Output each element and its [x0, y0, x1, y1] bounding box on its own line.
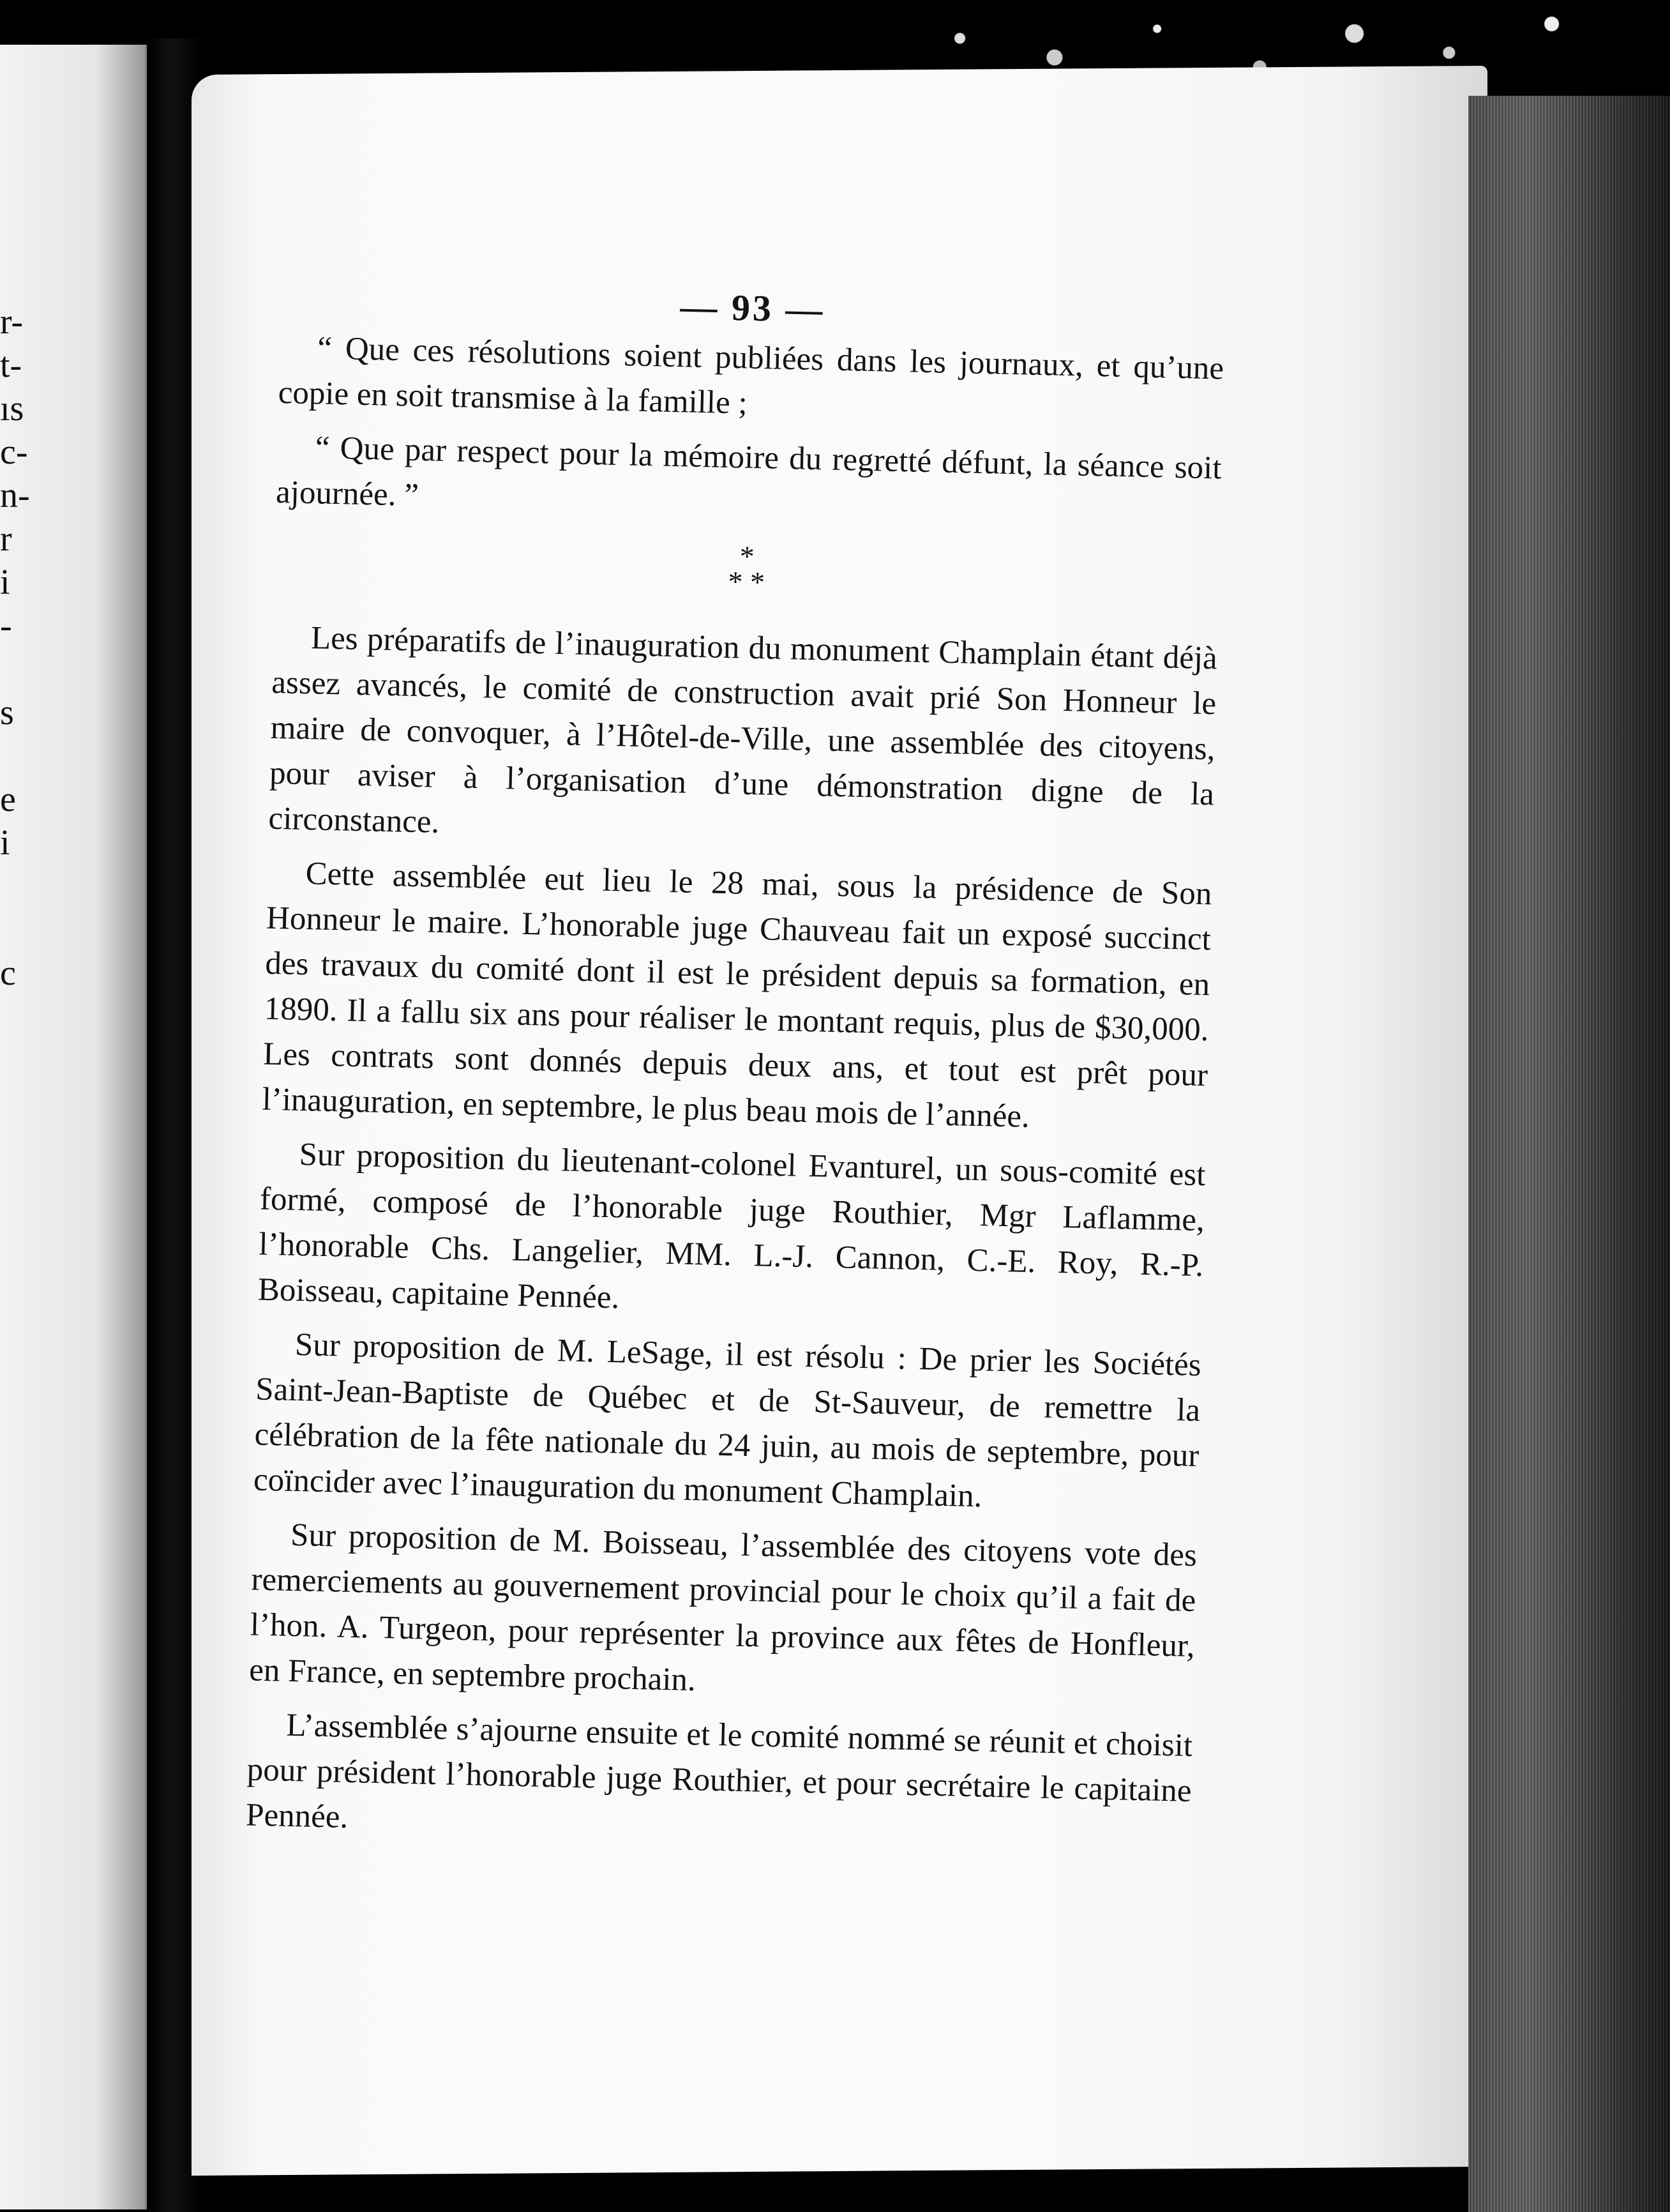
left-fragment [0, 648, 45, 691]
left-page-text-fragments [0, 300, 45, 995]
body-paragraph: Sur proposition du lieutenant-colonel Evanturel, un sous-comité est formé, composé de l’honorable juge Routhier, Mgr Laflamme, l’honorable Chs. Langelier, MM. L.-J. Cannon, C.-E. Roy, R.-P. Boisseau, capitaine Pennée. [257, 1137, 1207, 1316]
asterism-bottom: * * [727, 565, 765, 599]
left-fragment [0, 734, 45, 778]
body-paragraph: Les préparatifs de l’inauguration du monument Champlain étant déjà assez avancés, le comité de construction avait prié Son Honneur le maire de convoquer, à l’Hôtel-de-Ville, une assemblée des citoyens, pour aviser à l’organisation d’une démonstration digne de la circonstance. [268, 620, 1218, 840]
left-fragment [0, 865, 45, 908]
asterism-divider [274, 533, 1219, 606]
left-fragment: c- [0, 432, 28, 472]
resolution-paragraph: “ Que ces résolutions soient publiées dans les journaux, et qu’une copie en soit transmise à la famille ; [278, 330, 1224, 421]
left-fragment: t- [0, 345, 22, 385]
book-fore-edge [1468, 96, 1670, 2212]
left-fragment [0, 908, 45, 951]
left-fragment: - [0, 606, 12, 646]
body-paragraph: Sur proposition de M. LeSage, il est résolu : De prier les Sociétés Saint-Jean-Baptiste de Québec et de St-Sauveur, de remettre la célébration de la fête nationale du 24 juin, au mois de septembre, pour coïncider avec l’inauguration du monument Champlain. [253, 1326, 1202, 1515]
page-text [245, 275, 1225, 1868]
left-fragment: ıs [0, 389, 24, 428]
left-fragment: n- [0, 476, 30, 515]
body-paragraph: Cette assemblée eut lieu le 28 mai, sous la présidence de Son Honneur le maire. L’honorable juge Chauveau fait un exposé succinct des travaux du comité dont il est le président depuis sa formation, en 1890. Il a fallu six ans pour réaliser le montant requis, plus de $30,000. Les contrats sont donnés depuis deux ans, et tout est prêt pour l’inauguration, en septembre, le plus beau mois de l’année. [262, 856, 1212, 1135]
left-fragment: r [0, 519, 12, 559]
left-fragment: e [0, 780, 16, 819]
left-fragment: c [0, 953, 16, 993]
left-fragment: i [0, 823, 10, 863]
resolution-paragraph: “ Que par respect pour la mémoire du regretté défunt, la séance soit ajournée. ” [275, 430, 1222, 513]
left-fragment: r- [0, 302, 24, 342]
asterism-top: * [739, 540, 755, 573]
left-fragment: s [0, 693, 14, 732]
body-paragraph: L’assemblée s’ajourne ensuite et le comité nommé se réunit et choisit pour président l’honorable juge Routhier, et pour secrétaire le capitaine Pennée. [245, 1707, 1193, 1836]
page-number: — 93 — [679, 285, 826, 331]
left-fragment: i [0, 563, 10, 602]
body-paragraph: Sur proposition de M. Boisseau, l’assemblée des citoyens vote des remerciements au gouvernement provincial pour le choix qu’il a fait de l’hon. A. Turgeon, pour représenter la province aux fêtes de Honfleur, en France, en septembre prochain. [248, 1517, 1198, 1699]
